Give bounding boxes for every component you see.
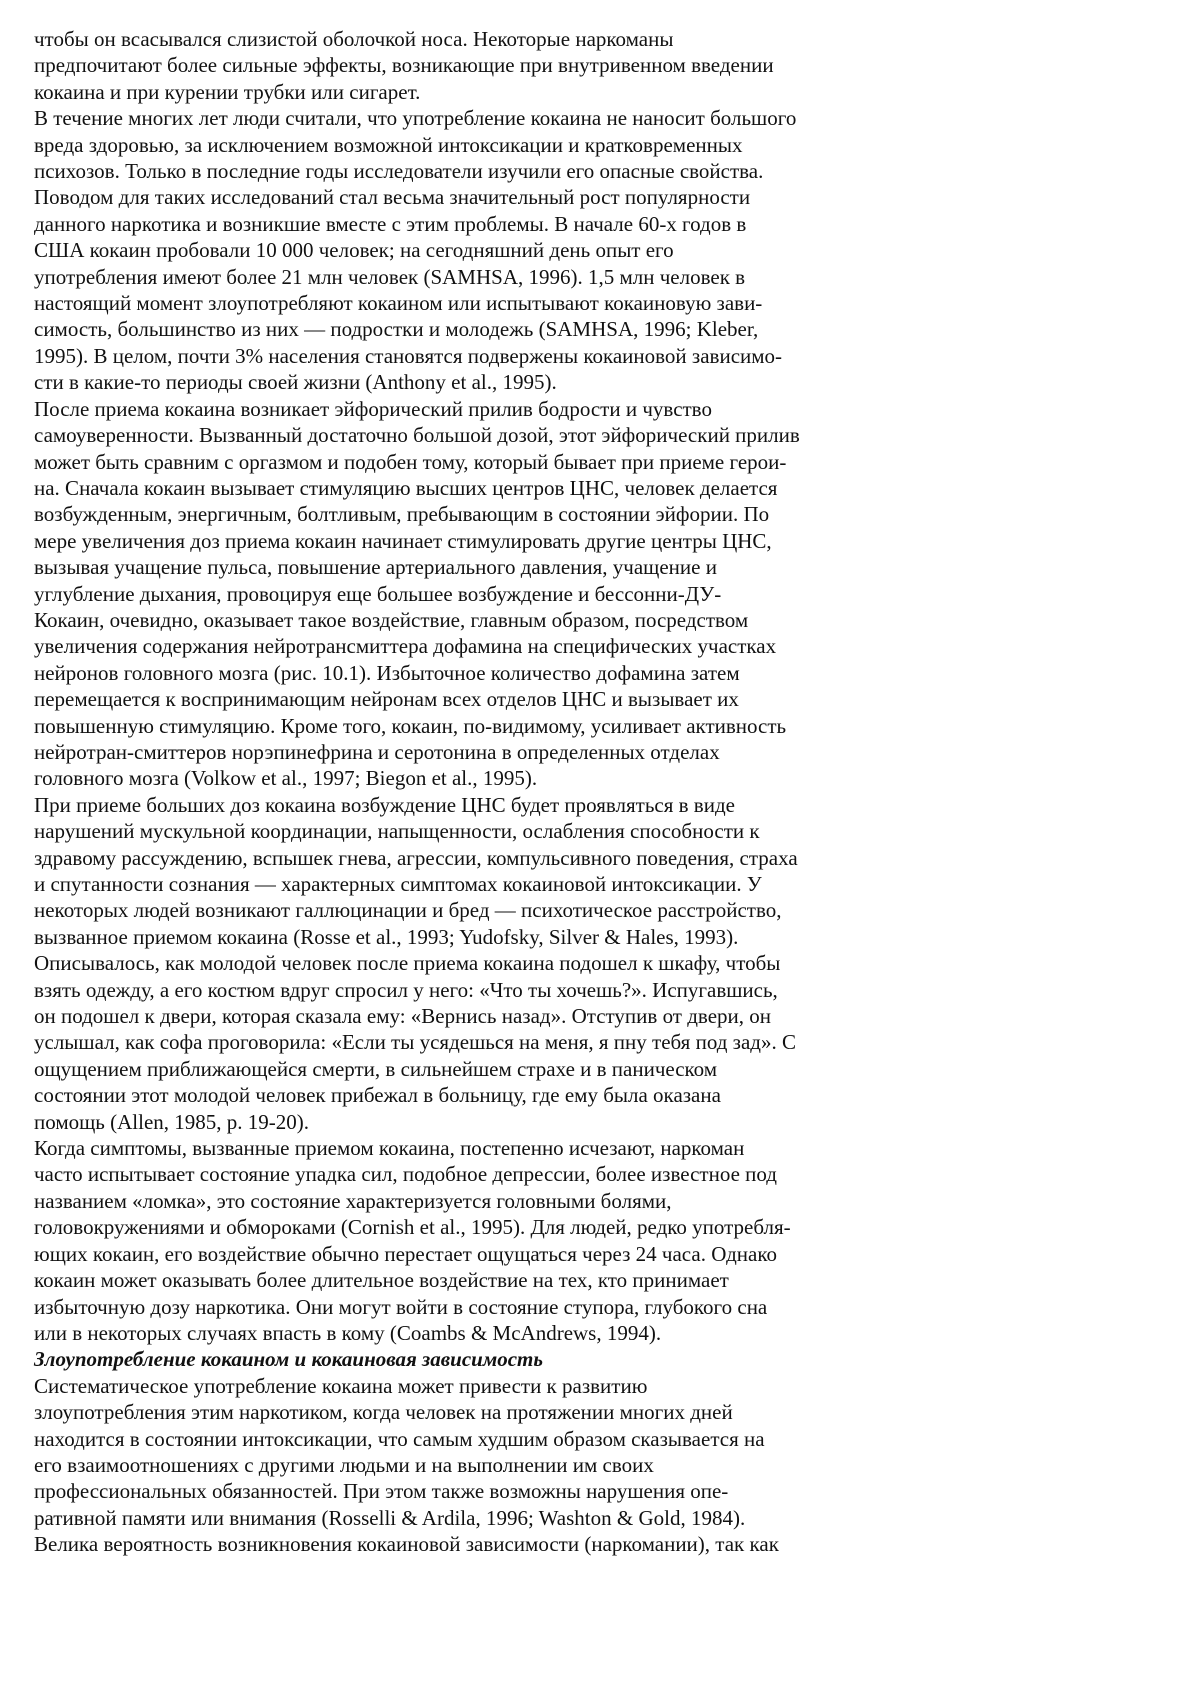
text-line: некоторых людей возникают галлюцинации и бред — психотическое расстройство,: [34, 898, 782, 923]
text-line: кокаин может оказывать более длительное воздействие на тех, кто принимает: [34, 1268, 729, 1293]
text-line: нейротран-смиттеров норэпинефрина и серотонина в определенных отделах: [34, 739, 720, 764]
text-line: кокаина и при курении трубки или сигарет.: [34, 79, 421, 104]
text-line: 1995). В целом, почти 3% населения становятся подвержены кокаиновой зависимо-: [34, 343, 783, 368]
text-line: Когда симптомы, вызванные приемом кокаина, постепенно исчезают, наркоман: [34, 1136, 745, 1161]
text-line: возбужденным, энергичным, болтливым, пребывающим в состоянии эйфории. По: [34, 502, 770, 527]
text-line: симость, большинство из них — подростки и молодежь (SAMHSA, 1996; Kleber,: [34, 317, 759, 342]
text-line: психозов. Только в последние годы исследователи изучили его опасные свойства.: [34, 159, 764, 184]
text-line: США кокаин пробовали 10 000 человек; на сегодняшний день опыт его: [34, 238, 674, 263]
text-line: перемещается к воспринимающим нейронам всех отделов ЦНС и вызывает их: [34, 687, 739, 712]
text-line: сти в какие-то периоды своей жизни (Anthony et al., 1995).: [34, 370, 557, 395]
text-line: может быть сравним с оргазмом и подобен тому, который бывает при приеме герои-: [34, 449, 787, 474]
text-line: предпочитают более сильные эффекты, возникающие при внутривенном введении: [34, 53, 774, 78]
text-line: Описывалось, как молодой человек после приема кокаина подошел к шкафу, чтобы: [34, 951, 781, 976]
text-line: вызывая учащение пульса, повышение артериального давления, учащение и: [34, 555, 717, 580]
text-line: употребления имеют более 21 млн человек (SAMHSA, 1996). 1,5 млн человек в: [34, 264, 746, 289]
text-line: Систематическое употребление кокаина может привести к развитию: [34, 1373, 648, 1398]
text-line: названием «ломка», это состояние характеризуется головными болями,: [34, 1188, 672, 1213]
text-line: профессиональных обязанностей. При этом также возможны нарушения опе-: [34, 1479, 729, 1504]
text-line: он подошел к двери, которая сказала ему: «Вернись назад». Отступив от двери, он: [34, 1004, 771, 1029]
text-line: нарушений мускульной координации, напыщенности, ослабления способности к: [34, 819, 760, 844]
text-line: на. Сначала кокаин вызывает стимуляцию высших центров ЦНС, человек делается: [34, 475, 778, 500]
text-line: ющих кокаин, его воздействие обычно перестает ощущаться через 24 часа. Однако: [34, 1241, 777, 1266]
text-line: В течение многих лет люди считали, что употребление кокаина не наносит большого: [34, 106, 797, 131]
text-line: Велика вероятность возникновения кокаиновой зависимости (наркомании), так как: [34, 1532, 779, 1557]
text-line: избыточную дозу наркотика. Они могут войти в состояние ступора, глубокого сна: [34, 1294, 768, 1319]
text-line: здравому рассуждению, вспышек гнева, агрессии, компульсивного поведения, страха: [34, 845, 798, 870]
text-line: взять одежду, а его костюм вдруг спросил у него: «Что ты хочешь?». Испугавшись,: [34, 977, 778, 1002]
text-line: или в некоторых случаях впасть в кому (Coambs & McAndrews, 1994).: [34, 1320, 662, 1345]
text-line: После приема кокаина возникает эйфорический прилив бодрости и чувство: [34, 396, 712, 421]
text-line: часто испытывает состояние упадка сил, подобное депрессии, более известное под: [34, 1162, 777, 1187]
text-line: вызванное приемом кокаина (Rosse et al., 1993; Yudofsky, Silver & Hales, 1993).: [34, 924, 739, 949]
text-line: самоуверенности. Вызванный достаточно большой дозой, этот эйфорический прилив: [34, 423, 800, 448]
text-line: При приеме больших доз кокаина возбуждение ЦНС будет проявляться в виде: [34, 792, 735, 817]
text-line: мере увеличения доз приема кокаин начинает стимулировать другие центры ЦНС,: [34, 528, 772, 553]
text-line: повышенную стимуляцию. Кроме того, кокаин, по-видимому, усиливает активность: [34, 713, 787, 738]
text-line: чтобы он всасывался слизистой оболочкой носа. Некоторые наркоманы: [34, 27, 674, 51]
text-line: Поводом для таких исследований стал весьма значительный рост популярности: [34, 185, 751, 210]
text-line: головного мозга (Volkow et al., 1997; Biegon et al., 1995).: [34, 766, 538, 791]
text-line: его взаимоотношениях с другими людьми и на выполнении им своих: [34, 1452, 654, 1477]
text-line: нейронов головного мозга (рис. 10.1). Избыточное количество дофамина затем: [34, 660, 740, 685]
text-line: углубление дыхания, провоцируя еще большее возбуждение и бессонни-ДУ-: [34, 581, 722, 606]
text-line: данного наркотика и возникшие вместе с этим проблемы. В начале 60-х годов в: [34, 211, 747, 236]
text-line: головокружениями и обмороками (Cornish et al., 1995). Для людей, редко употребля-: [34, 1215, 791, 1240]
text-line: находится в состоянии интоксикации, что самым худшим образом сказывается на: [34, 1426, 765, 1451]
text-line: злоупотребления этим наркотиком, когда человек на протяжении многих дней: [34, 1400, 733, 1425]
text-line: ощущением приближающейся смерти, в сильнейшем страхе и в паническом: [34, 1056, 718, 1081]
text-line: состоянии этот молодой человек прибежал в больницу, где ему была оказана: [34, 1083, 721, 1108]
text-line: помощь (Allen, 1985, p. 19-20).: [34, 1109, 310, 1134]
text-line: услышал, как софа проговорила: «Если ты усядешься на меня, я пну тебя под зад». С: [34, 1030, 796, 1055]
text-line: Кокаин, очевидно, оказывает такое воздействие, главным образом, посредством: [34, 607, 749, 632]
section-heading: Злоупотребление кокаином и кокаиновая зависимость: [34, 1347, 543, 1372]
text-line: увеличения содержания нейротрансмиттера дофамина на специфических участках: [34, 634, 777, 659]
text-line: ративной памяти или внимания (Rosselli & Ardila, 1996; Washton & Gold, 1984).: [34, 1505, 746, 1530]
text-line: и спутанности сознания — характерных симптомах кокаиновой интоксикации. У: [34, 872, 762, 896]
text-line: настоящий момент злоупотребляют кокаином или испытывают кокаиновую зави-: [34, 291, 763, 316]
text-line: вреда здоровью, за исключением возможной интоксикации и кратковременных: [34, 132, 743, 157]
